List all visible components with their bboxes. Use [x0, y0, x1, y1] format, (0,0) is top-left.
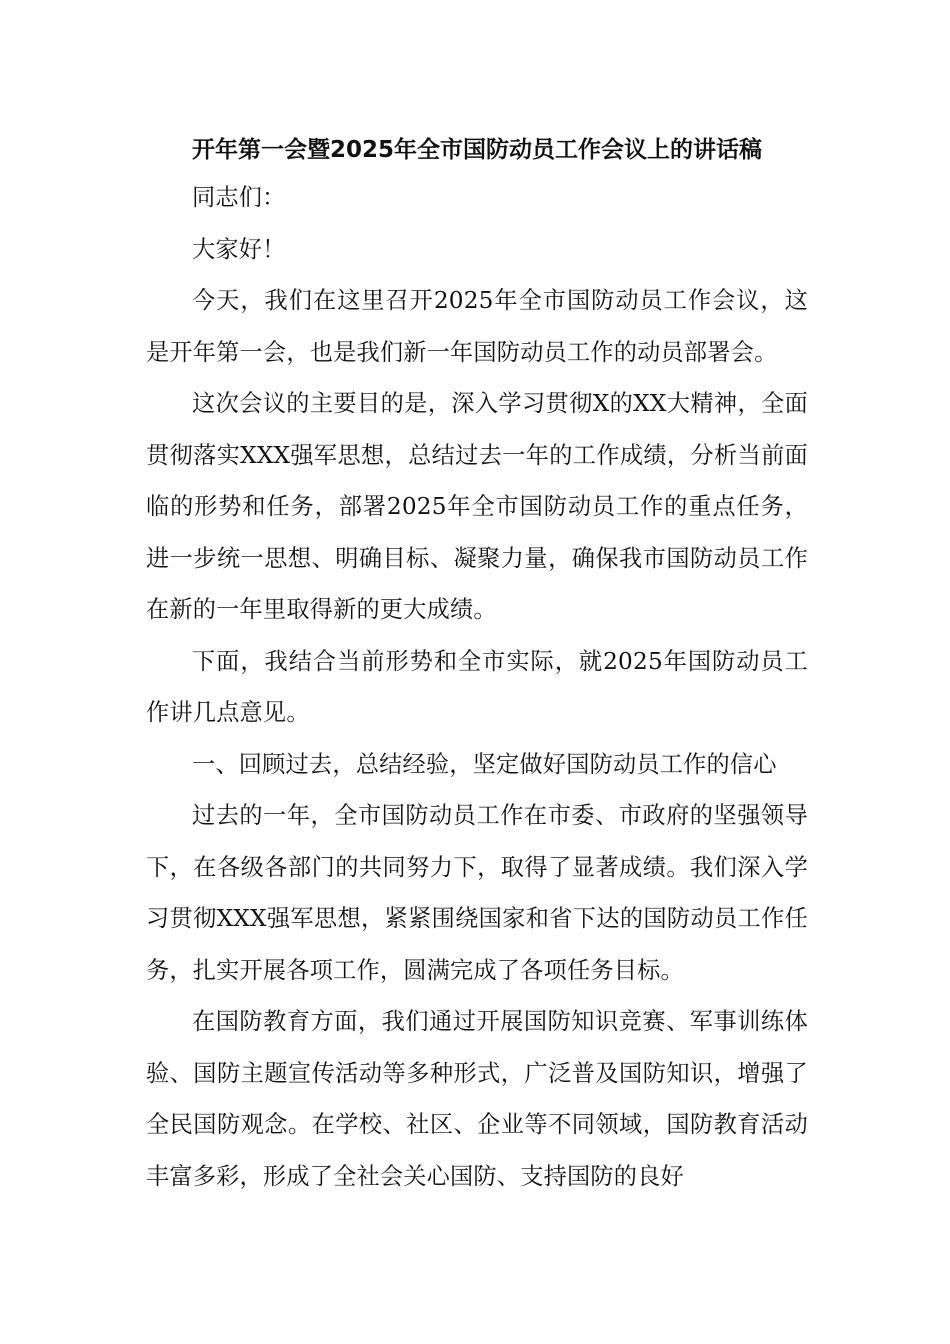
- paragraph-opening: 今天，我们在这里召开2025年全市国防动员工作会议，这是开年第一会，也是我们新一年国防动员工作的动员部署会。: [146, 287, 808, 366]
- salutation: 同志们：: [192, 184, 286, 211]
- section-heading-1: 一、回顾过去，总结经验，坚定做好国防动员工作的信心: [192, 750, 777, 778]
- paragraph-outline: 下面，我结合当前形势和全市实际，就2025年国防动员工作讲几点意见。: [146, 647, 808, 726]
- greeting: 大家好！: [192, 235, 286, 263]
- paragraph-purpose: 这次会议的主要目的是，深入学习贯彻X的XX大精神，全面贯彻落实XXX强军思想，总结过去一年的工作成绩，分析当前面临的形势和任务，部署2025年全市国防动员工作的重点任务，进一步统一思想、明确目标、凝聚力量，确保我市国防动员工作在新的一年里取得新的更大成绩。: [146, 390, 808, 623]
- document-title: 开年第一会暨2025年全市国防动员工作会议上的讲话稿: [191, 137, 762, 163]
- document-page: [146, 132, 808, 1202]
- paragraph-education: 在国防教育方面，我们通过开展国防知识竞赛、军事训练体验、国防主题宣传活动等多种形式，广泛普及国防知识，增强了全民国防观念。在学校、社区、企业等不同领域，国防教育活动丰富多彩，形成了全社会关心国防、支持国防的良好: [146, 1008, 808, 1190]
- paragraph-review: 过去的一年，全市国防动员工作在市委、市政府的坚强领导下，在各级各部门的共同努力下，取得了显著成绩。我们深入学习贯彻XXX强军思想，紧紧围绕国家和省下达的国防动员工作任务，扎实开展各项工作，圆满完成了各项任务目标。: [146, 802, 808, 984]
